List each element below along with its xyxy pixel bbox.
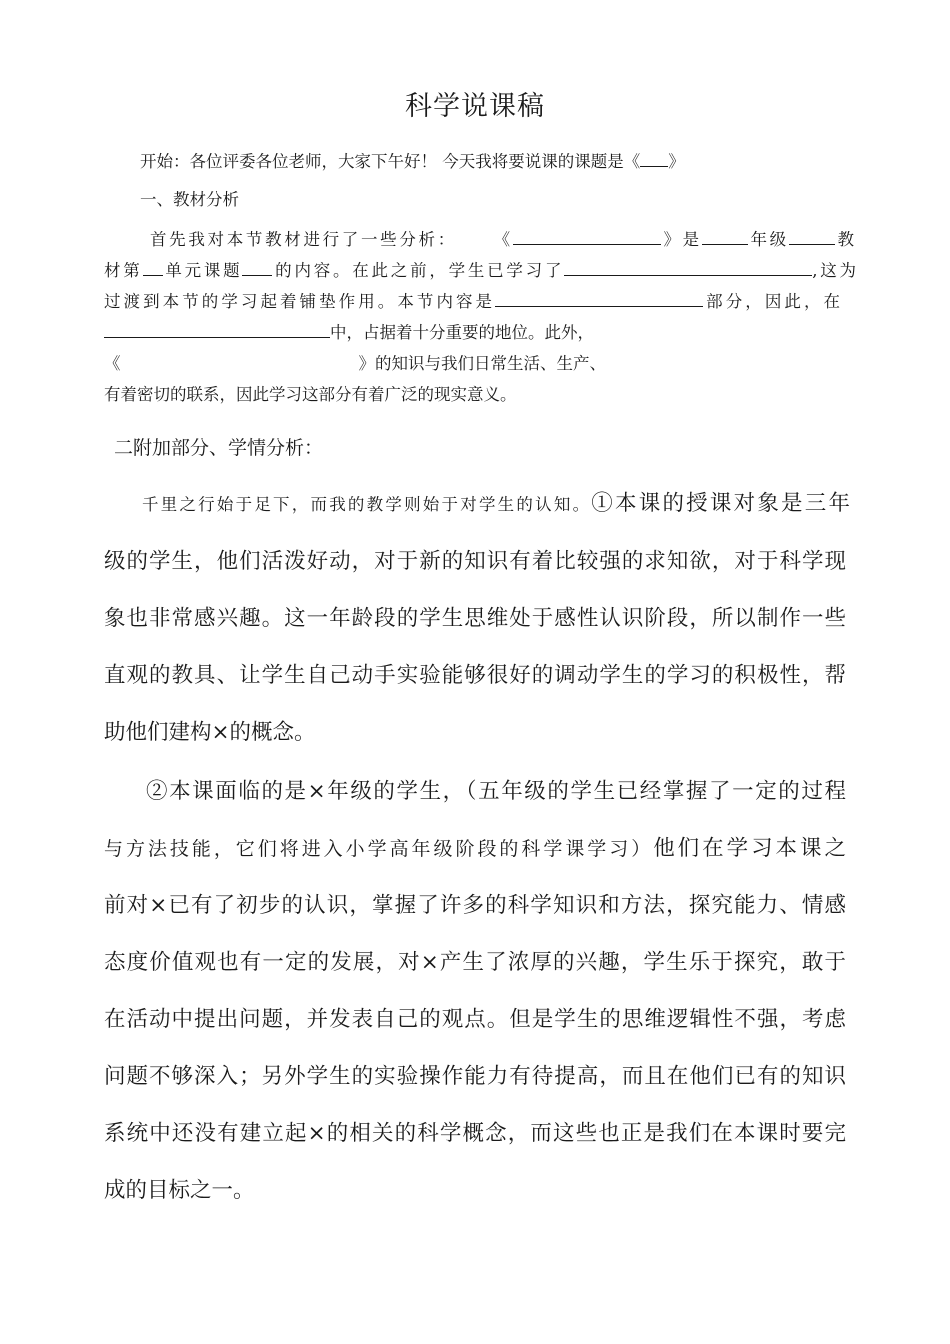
p2-text: （五年级的学生已经掌握了一定的过程 bbox=[465, 779, 846, 804]
p2-text: 与方法技能，它们将进入小学高年级阶段的科学课学习） bbox=[104, 838, 654, 860]
p1-text: 级的学生，他们活泼好动，对于新的知识有着比较强的求知欲，对于科学现 bbox=[104, 549, 846, 574]
p1-line-2 bbox=[104, 544, 846, 575]
p2-text: 在活动中提出问题，并发表自己的观点。但是学生的思维逻辑性不强，考虑 bbox=[104, 1007, 846, 1032]
blank-line bbox=[513, 228, 661, 245]
p2-line-3 bbox=[104, 888, 846, 919]
s1-text: 《 bbox=[490, 230, 513, 249]
s1-line-3 bbox=[104, 288, 840, 312]
s1-line-1 bbox=[150, 226, 854, 250]
p2-line-7 bbox=[104, 1116, 846, 1147]
p2-text: ②本课面临的是×年级的学生， bbox=[146, 779, 466, 804]
p2-text: 前对×已有了初步的认识，掌握了许多的科学知识和方法，探究能力、情感 bbox=[104, 893, 846, 918]
opening-text: 开始：各位评委各位老师，大家下午好！ 今天我将要说课的课题是《 bbox=[140, 152, 641, 171]
section1-heading: 一、教材分析 bbox=[140, 190, 239, 209]
s1-text: 》是 bbox=[660, 230, 702, 249]
s1-text: ,这为 bbox=[812, 261, 857, 280]
blank-line bbox=[143, 259, 163, 276]
opening-line bbox=[140, 148, 685, 172]
s1-line-5 bbox=[104, 350, 606, 374]
p1-text: 象也非常感兴趣。这一年龄段的学生思维处于感性认识阶段，所以制作一些 bbox=[104, 606, 846, 631]
s1-text: 教 bbox=[834, 230, 855, 249]
p2-text: 他们在学习本课之 bbox=[653, 836, 846, 861]
s1-text: 单元课题 bbox=[162, 261, 243, 280]
p2-text: 态度价值观也有一定的发展，对×产生了浓厚的兴趣，学生乐于探究，敢于 bbox=[104, 950, 846, 975]
s1-text: 年级 bbox=[747, 230, 789, 249]
s1-text: 《 bbox=[104, 354, 121, 373]
blank-line bbox=[564, 259, 812, 276]
s1-text: 材第 bbox=[104, 261, 143, 280]
p2-text: 的相关的科学概念，而这些也正是我们在本课时要完 bbox=[325, 1121, 846, 1146]
blank-line bbox=[789, 228, 835, 245]
p2-text: 问题不够深入；另外学生的实验操作能力有待提高，而且在他们已有的知识 bbox=[104, 1064, 846, 1089]
p2-line-4 bbox=[104, 945, 846, 976]
p2-line-5 bbox=[104, 1002, 846, 1033]
p1-text: 千里之行始于足下，而我的教学则始于对学生的认知。 bbox=[142, 495, 592, 514]
s1-text: 过渡到本节的学习起着铺垫作用。本节内容是 bbox=[104, 292, 496, 311]
s1-line-6: 有着密切的联系，因此学习这部分有着广泛的现实意义。 bbox=[104, 385, 517, 404]
topic-blank bbox=[640, 150, 668, 167]
s1-text: 首先我对本节教材进行了一些分析： bbox=[150, 230, 457, 249]
blank-line bbox=[702, 228, 748, 245]
s1-text: 的内容。在此之前，学生已学习了 bbox=[272, 261, 565, 280]
p2-line-8: 成的目标之一。 bbox=[104, 1178, 255, 1203]
s1-line-2 bbox=[104, 257, 856, 281]
p1-line-1 bbox=[142, 486, 850, 517]
blank-line bbox=[495, 290, 703, 307]
opening-end: 》 bbox=[668, 152, 685, 171]
p2-line-2 bbox=[104, 831, 846, 862]
p1-text: 直观的教具、让学生自己动手实验能够很好的调动学生的学习的积极性，帮 bbox=[104, 663, 846, 688]
section2-heading: 二附加部分、学情分析： bbox=[114, 437, 324, 459]
blank-line bbox=[242, 259, 272, 276]
blank-line bbox=[104, 321, 330, 338]
document-title: 科学说课稿 bbox=[405, 91, 545, 122]
s1-line-4 bbox=[104, 319, 594, 343]
s1-text: 中，占据着十分重要的地位。此外， bbox=[330, 323, 594, 342]
p1-line-3 bbox=[104, 601, 846, 632]
p2-line-1 bbox=[146, 774, 846, 805]
p2-text: 系统中还没有建立起× bbox=[104, 1121, 326, 1146]
p2-line-6 bbox=[104, 1059, 846, 1090]
s1-text: 部分，因此，在 bbox=[703, 292, 841, 311]
p1-line-4 bbox=[104, 658, 846, 689]
p1-line-5: 助他们建构×的概念。 bbox=[104, 720, 316, 745]
p1-text: ①本课的授课对象是三年 bbox=[591, 491, 850, 516]
s1-text: 》的知识与我们日常生活、生产、 bbox=[358, 354, 606, 373]
